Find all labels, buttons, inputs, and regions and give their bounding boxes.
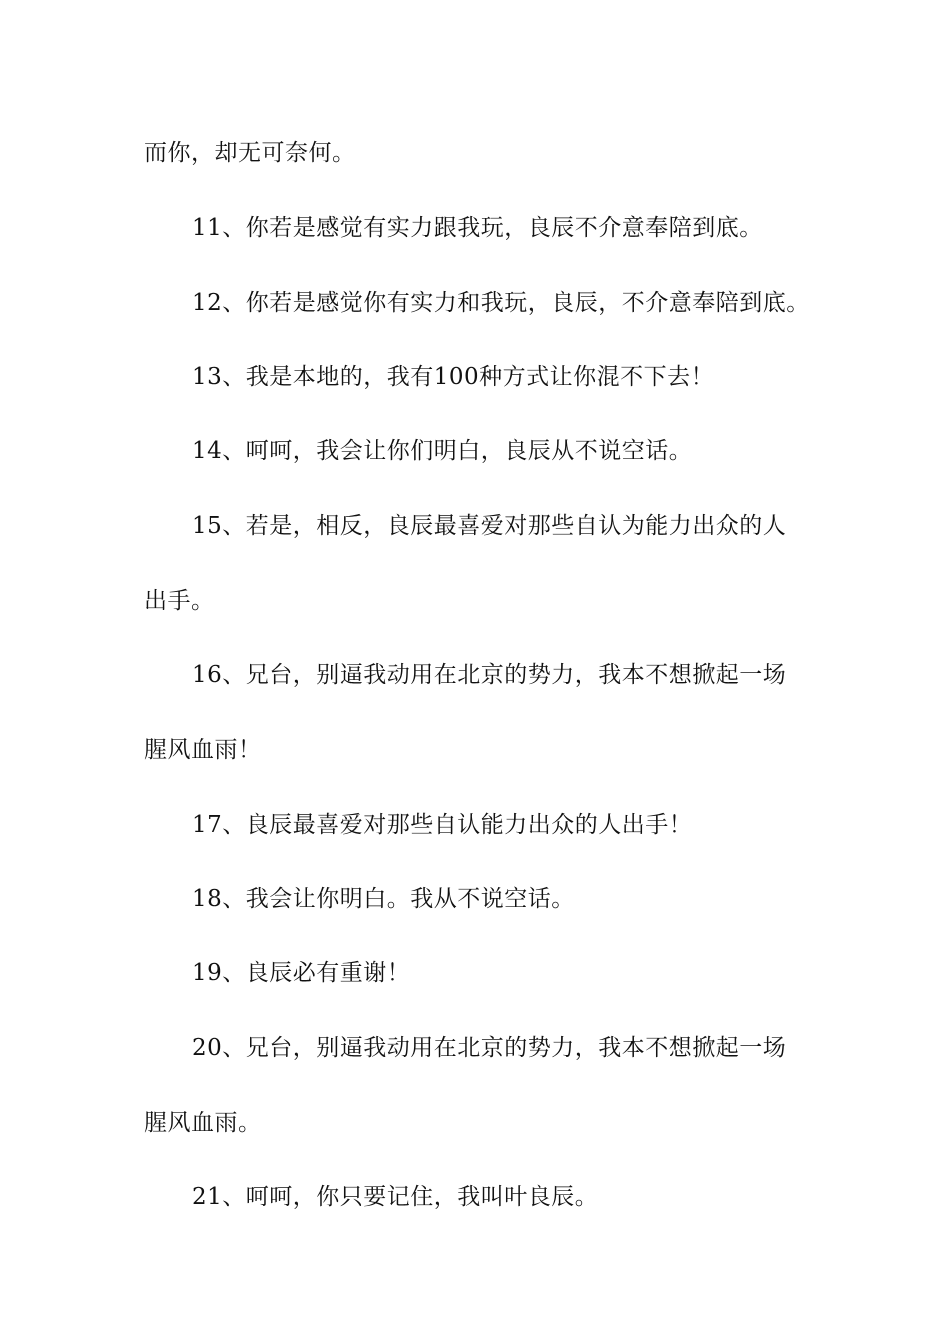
quote-item-19: 19、良辰必有重谢！ [192, 960, 411, 986]
quote-item-18: 18、我会让你明白。我从不说空话。 [192, 886, 575, 912]
quote-item-14: 14、呵呵，我会让你们明白，良辰从不说空话。 [192, 438, 693, 464]
quote-item-13: 13、我是本地的，我有100种方式让你混不下去！ [192, 364, 715, 390]
quote-item-16-cont: 腥风血雨！ [144, 737, 262, 763]
quote-item-17: 17、良辰最喜爱对那些自认能力出众的人出手！ [192, 812, 693, 838]
quote-item-20: 20、兄台，别逼我动用在北京的势力，我本不想掀起一场 [192, 1035, 787, 1061]
quote-item-11: 11、你若是感觉有实力跟我玩，良辰不介意奉陪到底。 [192, 215, 763, 241]
quote-item-12: 12、你若是感觉你有实力和我玩，良辰，不介意奉陪到底。 [192, 290, 810, 316]
quote-item-15: 15、若是，相反，良辰最喜爱对那些自认为能力出众的人 [192, 513, 787, 539]
quote-item-20-cont: 腥风血雨。 [144, 1110, 262, 1136]
quote-item-21: 21、呵呵，你只要记住，我叫叶良辰。 [192, 1184, 599, 1210]
quote-item-15-cont: 出手。 [144, 588, 215, 614]
quote-item-16: 16、兄台，别逼我动用在北京的势力，我本不想掀起一场 [192, 662, 787, 688]
text-line-continuation: 而你，却无可奈何。 [144, 140, 356, 166]
